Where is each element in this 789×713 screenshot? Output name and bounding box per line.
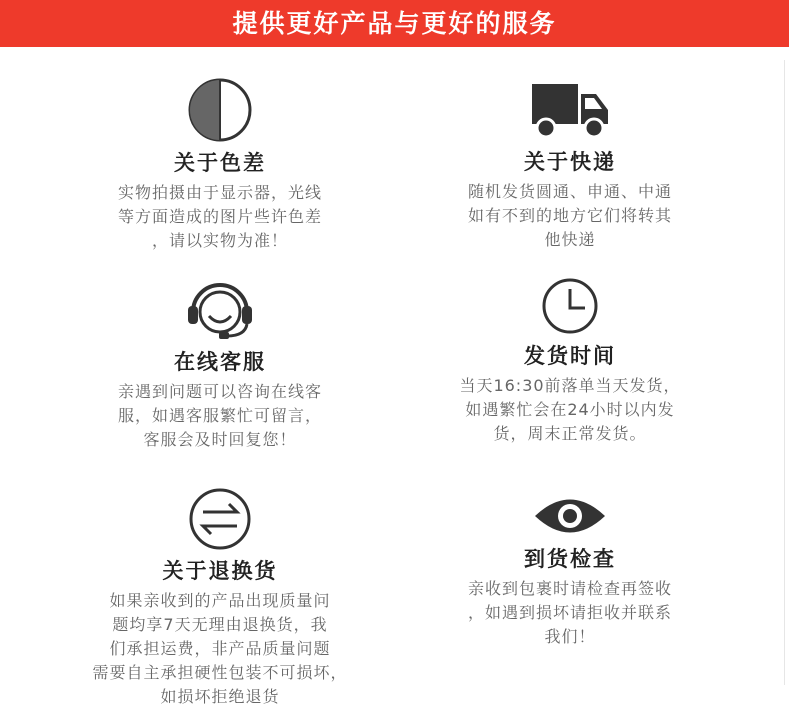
item-description: 亲收到包裹时请检查再签收 ，如遇到损坏请拒收并联系 我们！ [467,579,672,646]
service-item-inspection [400,493,740,649]
item-title: 到货检查 [524,547,616,571]
service-item-shipping-time [400,276,740,446]
divider-line [784,60,785,685]
item-description: 实物拍摄由于显示器，光线 等方面造成的图片些许色差 ，请以实物为准！ [117,183,322,250]
service-item-color [50,77,390,253]
truck-icon [530,80,610,142]
clock-icon [540,276,600,336]
service-item-support [50,276,390,452]
eye-icon [533,493,607,539]
page-title: 提供更好产品与更好的服务 [232,9,557,38]
exchange-icon [188,487,252,551]
item-description: 如果亲收到的产品出现质量问 题均享7天无理由退换货，我 们承担运费，非产品质量问题 需要自主承担硬性包装不可损坏， 如损坏拒绝退货 [92,591,348,706]
item-title: 在线客服 [174,350,266,374]
service-item-delivery [400,80,740,252]
headset-icon [185,276,255,342]
item-title: 关于色差 [174,151,266,175]
item-description: 当天16:30前落单当天发货， 如遇繁忙会在24小时以内发 货，周末正常发货。 [459,376,681,443]
half-circle-icon [187,77,253,143]
item-description: 随机发货圆通、申通、中通 如有不到的地方它们将转其 他快递 [467,182,672,249]
service-item-returns [50,487,390,709]
item-title: 关于快递 [524,150,616,174]
item-title: 关于退换货 [162,559,278,583]
item-title: 发货时间 [524,344,616,368]
item-description: 亲遇到问题可以咨询在线客 服，如遇客服繁忙可留言， 客服会及时回复您！ [117,382,322,449]
